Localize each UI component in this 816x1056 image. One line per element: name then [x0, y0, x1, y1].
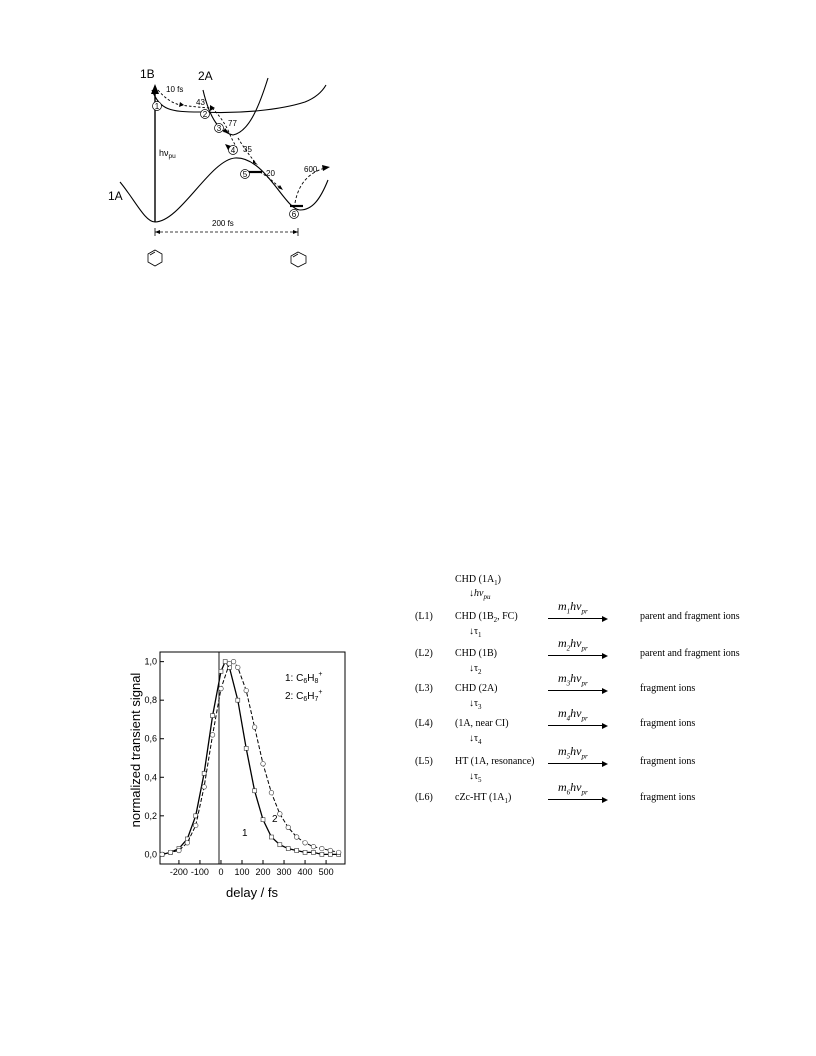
- row-products: fragment ions: [640, 718, 696, 729]
- point-label: 4: [230, 146, 236, 155]
- data-point-series-2: [278, 812, 283, 817]
- data-point-series-1: [211, 714, 215, 718]
- label-1B: 1B: [140, 67, 155, 81]
- probe-arrow: $m_5h\nu_{pr}$: [548, 746, 606, 766]
- legend-series-1: 1: $C_6H_8^+$: [285, 671, 323, 685]
- data-point-series-2: [168, 850, 173, 855]
- data-point-series-1: [303, 850, 307, 854]
- data-point-series-2: [177, 848, 182, 853]
- data-point-series-2: [311, 844, 316, 849]
- probe-arrow: $m_1h\nu_{pr}$: [548, 601, 606, 621]
- scheme-start: CHD $(1A_1)$: [455, 574, 502, 587]
- y-tick-label: 0,0: [144, 849, 157, 860]
- x-tick-label: 0: [218, 867, 224, 877]
- x-tick-label: 300: [276, 867, 292, 877]
- row-label: (L1): [415, 611, 433, 622]
- data-point-series-2: [328, 848, 333, 853]
- probe-arrow: $m_3h\nu_{pr}$: [548, 673, 606, 693]
- data-point-series-2: [231, 659, 236, 664]
- x-tick-label: -200: [169, 867, 188, 877]
- transient-signal-chart: [120, 640, 360, 905]
- row-label: (L2): [415, 648, 433, 659]
- y-tick-label: 0,4: [144, 772, 157, 783]
- data-point-series-1: [244, 746, 248, 750]
- data-point-series-2: [244, 688, 249, 693]
- data-point-series-2: [261, 761, 266, 766]
- decay-arrow: $↓\tau_1$: [469, 626, 482, 639]
- row-products: parent and fragment ions: [640, 611, 740, 622]
- row-products: fragment ions: [640, 756, 696, 767]
- data-point-series-1: [286, 847, 290, 851]
- data-point-series-1: [253, 789, 257, 793]
- data-point-series-2: [286, 825, 291, 830]
- scheme-row: [415, 636, 795, 662]
- data-point-series-1: [219, 669, 223, 673]
- data-point-series-2: [227, 661, 232, 666]
- data-point-series-1: [311, 850, 315, 854]
- curve-label-1: 1: [242, 828, 248, 839]
- data-point-series-2: [320, 846, 325, 851]
- data-point-series-1: [295, 849, 299, 853]
- point-label: 5: [242, 170, 248, 179]
- data-point-series-2: [303, 841, 308, 846]
- label-2A: 2A: [198, 69, 213, 83]
- data-point-series-1: [261, 818, 265, 822]
- scheme-row: [415, 671, 795, 697]
- row-state: CHD ($1B_2$, FC): [455, 611, 518, 624]
- data-point-series-2: [193, 823, 198, 828]
- data-point-series-1: [269, 835, 273, 839]
- time-20: 20: [266, 169, 275, 178]
- decay-arrow: $↓\tau_3$: [469, 698, 482, 711]
- y-tick-label: 1,0: [144, 656, 157, 667]
- point-label: 1: [154, 102, 160, 111]
- x-tick-label: -100: [190, 867, 209, 877]
- scheme-row: [415, 599, 795, 625]
- time-600: 600: [304, 165, 318, 174]
- data-point-series-1: [202, 771, 206, 775]
- y-tick-label: 0,8: [144, 695, 157, 706]
- time-10fs: 10 fs: [166, 85, 184, 94]
- data-point-series-2: [219, 686, 224, 691]
- x-tick-label: 400: [297, 867, 313, 877]
- curve-label-2: 2: [272, 814, 278, 825]
- data-point-series-2: [336, 850, 341, 855]
- data-point-series-2: [269, 790, 274, 795]
- data-point-series-1: [236, 698, 240, 702]
- x-tick-label: 200: [255, 867, 271, 877]
- span-label: 200 fs: [212, 219, 234, 228]
- y-axis-label: normalized transient signal: [128, 672, 143, 828]
- y-tick-label: 0,2: [144, 810, 157, 821]
- row-label: (L4): [415, 718, 433, 729]
- data-point-series-2: [252, 725, 257, 730]
- data-point-series-2: [294, 835, 299, 840]
- scheme-row: [415, 706, 795, 732]
- potential-energy-diagram: [100, 60, 340, 275]
- row-state: cZc-HT $(1A_1)$: [455, 792, 512, 805]
- data-point-series-1: [320, 852, 324, 856]
- scheme-row: [415, 780, 795, 806]
- y-tick-label: 0,6: [144, 733, 157, 744]
- scheme-pump: $↓h\nu_{pu}$: [469, 588, 491, 601]
- row-state: CHD (2A): [455, 683, 498, 694]
- data-point-series-2: [202, 785, 207, 790]
- row-state: HT (1A, resonance): [455, 756, 535, 767]
- hexatriene-icon: [291, 252, 306, 267]
- label-1A: 1A: [108, 189, 123, 203]
- x-axis-label: delay / fs: [225, 885, 279, 900]
- data-point-series-1: [223, 660, 227, 664]
- pump-label: $h\nu_{pu}$: [159, 148, 176, 160]
- data-point-series-2: [235, 665, 240, 670]
- data-point-series-2: [185, 841, 190, 846]
- x-tick-label: 100: [234, 867, 250, 877]
- x-tick-label: 500: [318, 867, 334, 877]
- point-label: 6: [291, 210, 297, 219]
- decay-arrow: $↓\tau_2$: [469, 663, 482, 676]
- point-label: 3: [216, 124, 222, 133]
- decay-arrow: $↓\tau_5$: [469, 771, 482, 784]
- row-products: fragment ions: [640, 683, 696, 694]
- row-state: (1A, near CI): [455, 718, 509, 729]
- relaxation-path: [158, 90, 280, 188]
- time-77: 77: [228, 119, 237, 128]
- row-products: parent and fragment ions: [640, 648, 740, 659]
- row-label: (L3): [415, 683, 433, 694]
- point-label: 2: [202, 110, 208, 119]
- cyclohexadiene-icon: [148, 250, 162, 266]
- time-43: 43: [196, 98, 205, 107]
- data-point-series-2: [210, 733, 215, 738]
- row-label: (L6): [415, 792, 433, 803]
- row-label: (L5): [415, 756, 433, 767]
- probe-arrow: $m_6h\nu_{pr}$: [548, 782, 606, 802]
- probe-arrow: $m_4h\nu_{pr}$: [548, 708, 606, 728]
- decay-arrow: $↓\tau_4$: [469, 733, 482, 746]
- probe-arrow: $m_2h\nu_{pr}$: [548, 638, 606, 658]
- reaction-scheme: [415, 568, 795, 808]
- data-point-series-2: [160, 852, 165, 857]
- legend-series-2: 2: $C_6H_7^+$: [285, 689, 323, 703]
- data-point-series-1: [278, 843, 282, 847]
- row-products: fragment ions: [640, 792, 696, 803]
- row-state: CHD (1B): [455, 648, 497, 659]
- time-35: 35: [243, 145, 252, 154]
- scheme-row: [415, 744, 795, 770]
